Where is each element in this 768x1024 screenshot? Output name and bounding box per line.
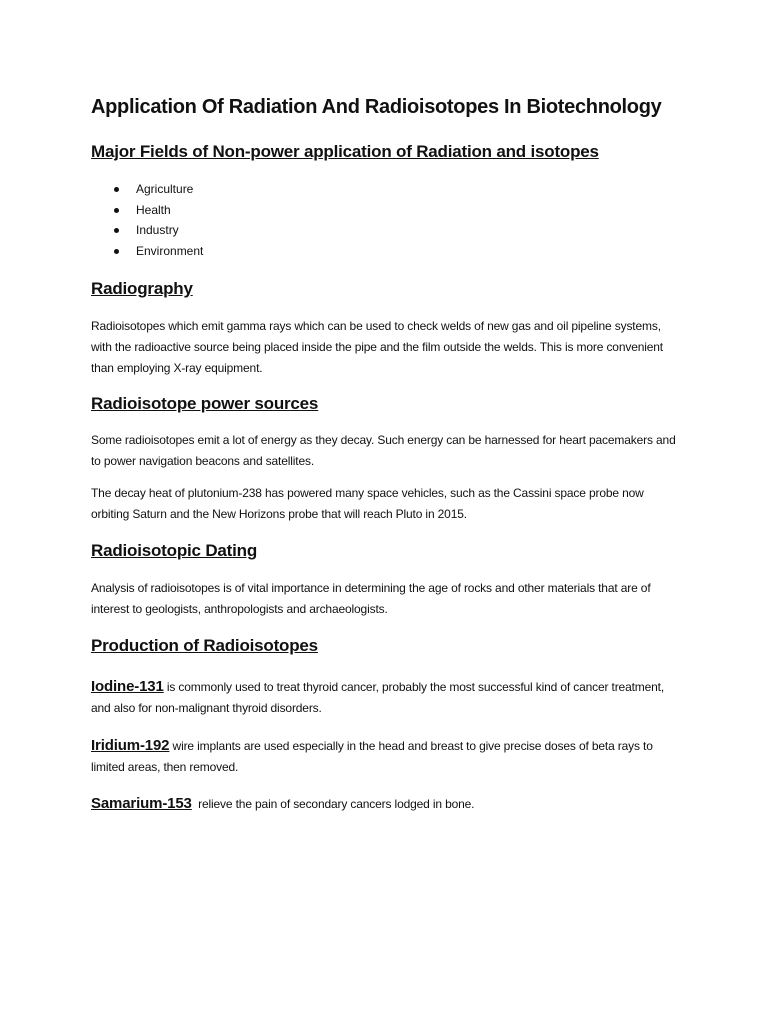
list-item: Industry (112, 222, 203, 243)
iridium-term: Iridium-192 (91, 737, 170, 754)
list-item: Agriculture (112, 181, 203, 202)
samarium-text: relieve the pain of secondary cancers lodged in bone. (191, 797, 475, 811)
iridium-text: wire implants are used especially in the head and breast to give precise doses of beta rays to limited areas, then removed. (91, 739, 653, 774)
heading-power-sources: Radioisotope power sources (91, 394, 319, 413)
heading-production: Production of Radioisotopes (91, 636, 318, 655)
iodine-text: is commonly used to treat thyroid cancer, probably the most successful kind of cancer treatment, and also for non-malignant thyroid disorders. (91, 680, 665, 715)
heading-radiography: Radiography (91, 279, 193, 298)
iridium-paragraph (91, 735, 681, 778)
iodine-paragraph (91, 676, 681, 719)
samarium-term: Samarium-153 (91, 795, 192, 812)
dating-paragraph: Analysis of radioisotopes is of vital importance in determining the age of rocks and other materials that are of interest to geologists, anthropologists and archaeologists. (91, 581, 651, 616)
heading-dating: Radioisotopic Dating (91, 541, 258, 560)
heading-major-fields: Major Fields of Non-power application of Radiation and isotopes (91, 142, 599, 161)
power-sources-paragraph-2: The decay heat of plutonium-238 has powered many space vehicles, such as the Cassini space probe now orbiting Saturn and the New Horizons probe that will reach Pluto in 2015. (91, 486, 644, 521)
power-sources-paragraph-1: Some radioisotopes emit a lot of energy as they decay. Such energy can be harnessed for heart pacemakers and to power navigation beacons and satellites. (91, 433, 676, 468)
iodine-term: Iodine-131 (91, 678, 164, 695)
list-item: Health (112, 202, 203, 223)
major-fields-list (112, 181, 203, 263)
radiography-paragraph: Radioisotopes which emit gamma rays which can be used to check welds of new gas and oil pipeline systems, with the radioactive source being placed inside the pipe and the film outside the welds. This is more convenient than employing X-ray equipment. (91, 319, 663, 375)
list-item: Environment (112, 243, 203, 264)
samarium-paragraph (91, 793, 681, 815)
document-title: Application Of Radiation And Radioisotopes In Biotechnology (91, 96, 662, 118)
